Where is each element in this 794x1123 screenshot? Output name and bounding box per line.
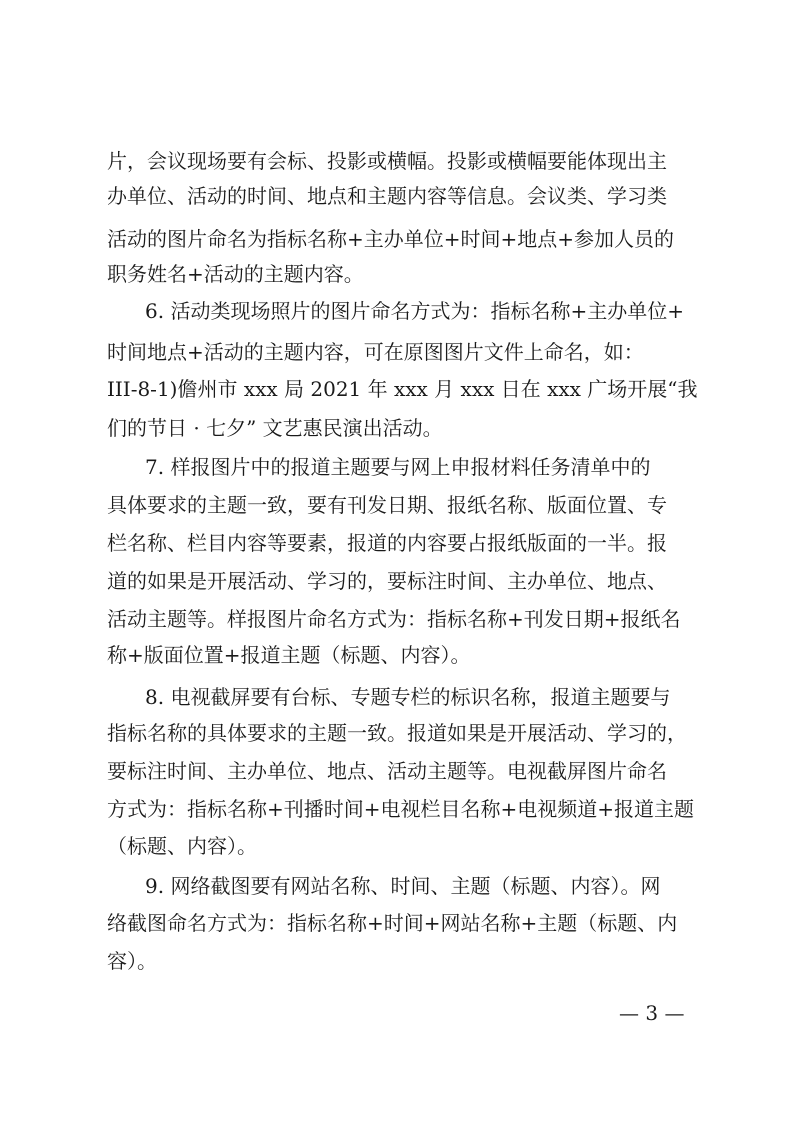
- paragraph-7-line-4: 道的如果是开展活动、学习的，要标注时间、主办单位、地点、: [107, 569, 667, 593]
- paragraph-9-line-2: 络截图命名方式为：指标名称+时间+网站名称+主题（标题、内: [107, 911, 678, 935]
- body-line-1: 片，会议现场要有会标、投影或横幅。投影或横幅要能体现出主: [107, 149, 667, 173]
- paragraph-8-line-2: 指标名称的具体要求的主题一致。报道如果是开展活动、学习的，: [107, 721, 687, 745]
- paragraph-7-line-2: 具体要求的主题一致，要有刊发日期、报纸名称、版面位置、专: [107, 493, 667, 517]
- paragraph-6-line-1: 6. 活动类现场照片的图片命名方式为：指标名称+主办单位+: [145, 299, 684, 323]
- page-number: — 3 —: [619, 1001, 685, 1025]
- paragraph-6-line-2: 时间地点+活动的主题内容，可在原图图片文件上命名，如：: [107, 340, 644, 364]
- paragraph-9-line-1: 9. 网络截图要有网站名称、时间、主题（标题、内容）。网: [145, 874, 661, 898]
- paragraph-8-line-5: （标题、内容）。: [107, 834, 257, 858]
- body-line-2: 办单位、活动的时间、地点和主题内容等信息。会议类、学习类: [107, 184, 667, 208]
- paragraph-7-line-6: 称+版面位置+报道主题（标题、内容）。: [107, 643, 471, 667]
- paragraph-6-line-4: 们的节日 · 七夕” 文艺惠民演出活动。: [107, 416, 443, 440]
- paragraph-7-line-1: 7. 样报图片中的报道主题要与网上申报材料任务清单中的: [145, 455, 651, 479]
- body-line-3: 活动的图片命名为指标名称+主办单位+时间+地点+参加人员的: [107, 227, 675, 251]
- paragraph-8-line-1: 8. 电视截屏要有台标、专题专栏的标识名称，报道主题要与: [145, 685, 671, 709]
- paragraph-7-line-5: 活动主题等。样报图片命名方式为：指标名称+刊发日期+报纸名: [107, 607, 681, 631]
- paragraph-8-line-3: 要标注时间、主办单位、地点、活动主题等。电视截屏图片命名: [107, 759, 667, 783]
- paragraph-7-line-3: 栏名称、栏目内容等要素，报道的内容要占报纸版面的一半。报: [107, 531, 667, 555]
- paragraph-6-line-3: III-8-1)儋州市 xxx 局 2021 年 xxx 月 xxx 日在 xxx 广场开展“我: [107, 377, 698, 401]
- paragraph-8-line-4: 方式为：指标名称+刊播时间+电视栏目名称+电视频道+报道主题: [107, 797, 695, 821]
- body-line-4: 职务姓名+活动的主题内容。: [107, 262, 364, 286]
- paragraph-9-line-3: 容）。: [107, 949, 157, 973]
